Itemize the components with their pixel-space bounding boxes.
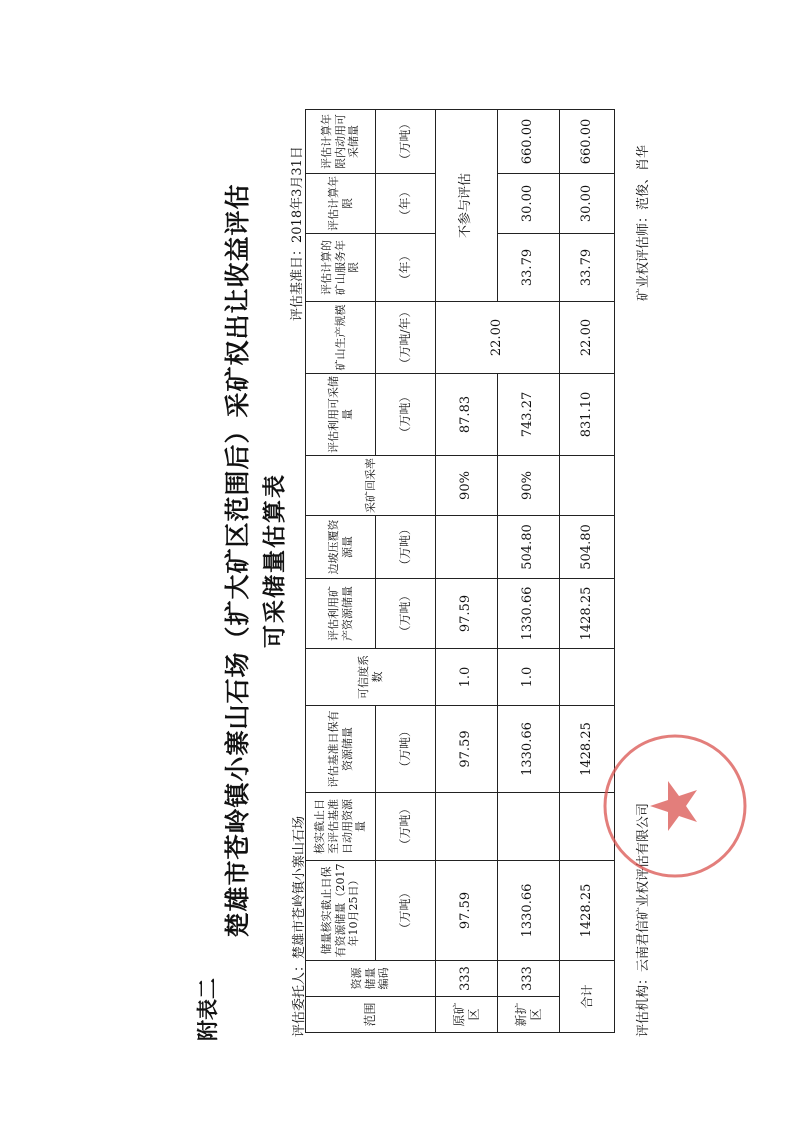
row-base-reserve: 1330.66 (498, 706, 560, 793)
row-code: 333 (498, 961, 560, 997)
row-usable-resource: 1428.25 (560, 579, 615, 649)
document-title: 楚雄市苍岭镇小寨山石场（扩大矿区范围后）采矿权出让收益评估 (223, 183, 252, 938)
org-name: 云南君信矿业权评估有限公司 (636, 802, 651, 972)
row-usable-reserve: 831.10 (560, 374, 615, 456)
header-service-life: 评估计算的矿山服务年限 (306, 234, 376, 302)
header-reliability: 可信度系数 (306, 649, 436, 706)
base-date: 评估基准日：2018年3月31日 (290, 146, 305, 321)
merged-scale: 22.00 (436, 302, 560, 374)
row-service-life: 33.79 (560, 234, 615, 302)
row-recovery: 90% (436, 456, 498, 516)
unit-usable-reserve: （万吨） (376, 374, 436, 456)
unit-period-reserve: （万吨） (376, 110, 436, 174)
unit-slope: （万吨） (376, 516, 436, 579)
row-reliability: 1.0 (436, 649, 498, 706)
row-range: 合计 (560, 961, 615, 1033)
unit-consumed: （万吨） (376, 793, 436, 861)
header-consumed: 核实截止日至评估基准日动用资源量 (306, 793, 376, 861)
row-note: 不参与评估 (436, 110, 498, 302)
row-service-life: 33.79 (498, 234, 560, 302)
row-slope (436, 516, 498, 579)
table-row-total (560, 110, 615, 1033)
client-name: 楚雄市苍岭镇小寨山石场 (292, 815, 307, 959)
row-usable-reserve: 743.27 (498, 374, 560, 456)
row-calc-life: 30.00 (560, 174, 615, 234)
header-recovery: 采矿回采率 (306, 456, 436, 516)
appendix-label: 附表二 (196, 978, 220, 1041)
header-code: 资源储量编码 (306, 961, 436, 997)
row-verified: 1330.66 (498, 861, 560, 961)
org-label: 评估机构： (636, 971, 651, 1037)
row-slope: 504.80 (498, 516, 560, 579)
header-calc-life: 评估计算年限 (306, 174, 376, 234)
row-usable-resource: 97.59 (436, 579, 498, 649)
header-base-reserve: 评估基准日保有资源储量 (306, 706, 376, 793)
row-range: 原矿区 (436, 997, 498, 1033)
header-usable-reserve: 评估利用可采储量 (306, 374, 376, 456)
row-scale: 22.00 (560, 302, 615, 374)
table-row (498, 110, 560, 1033)
row-slope: 504.80 (560, 516, 615, 579)
header-scale: 矿山生产规模 (306, 302, 376, 374)
row-reliability (560, 649, 615, 706)
header-usable-resource: 评估利用矿产资源储量 (306, 579, 376, 649)
row-code: 333 (436, 961, 498, 997)
unit-service-life: （年） (376, 234, 436, 302)
row-calc-life: 30.00 (498, 174, 560, 234)
client-label: 评估委托人： (292, 958, 307, 1037)
header-verified: 储量核实截止日保有资源储量（2017年10月25日） (306, 861, 376, 961)
row-consumed (436, 793, 498, 861)
row-period-reserve: 660.00 (560, 110, 615, 174)
unit-row (376, 110, 436, 1033)
row-verified: 97.59 (436, 861, 498, 961)
reserve-table (305, 109, 615, 1033)
header-period-reserve: 评估计算年限内动用可采储量 (306, 110, 376, 174)
unit-calc-life: （年） (376, 174, 436, 234)
row-reliability: 1.0 (498, 649, 560, 706)
row-recovery: 90% (498, 456, 560, 516)
header-range: 范围 (306, 997, 436, 1033)
row-period-reserve: 660.00 (498, 110, 560, 174)
document-subtitle: 可采储量估算表 (262, 473, 288, 648)
table-row (436, 110, 498, 1033)
unit-scale: （万吨/年） (376, 302, 436, 374)
unit-usable-resource: （万吨） (376, 579, 436, 649)
row-recovery (560, 456, 615, 516)
row-verified: 1428.25 (560, 861, 615, 961)
header-row (306, 110, 376, 1033)
company-seal (600, 731, 750, 881)
row-usable-resource: 1330.66 (498, 579, 560, 649)
row-base-reserve: 1428.25 (560, 706, 615, 793)
unit-base-reserve: （万吨） (376, 706, 436, 793)
unit-verified: （万吨） (376, 861, 436, 961)
row-usable-reserve: 87.83 (436, 374, 498, 456)
appraiser-line: 矿业权评估师：范俊、肖华 (636, 144, 651, 301)
header-slope: 边坡压覆资源量 (306, 516, 376, 579)
row-consumed (498, 793, 560, 861)
row-range: 新扩区 (498, 997, 560, 1033)
row-base-reserve: 97.59 (436, 706, 498, 793)
